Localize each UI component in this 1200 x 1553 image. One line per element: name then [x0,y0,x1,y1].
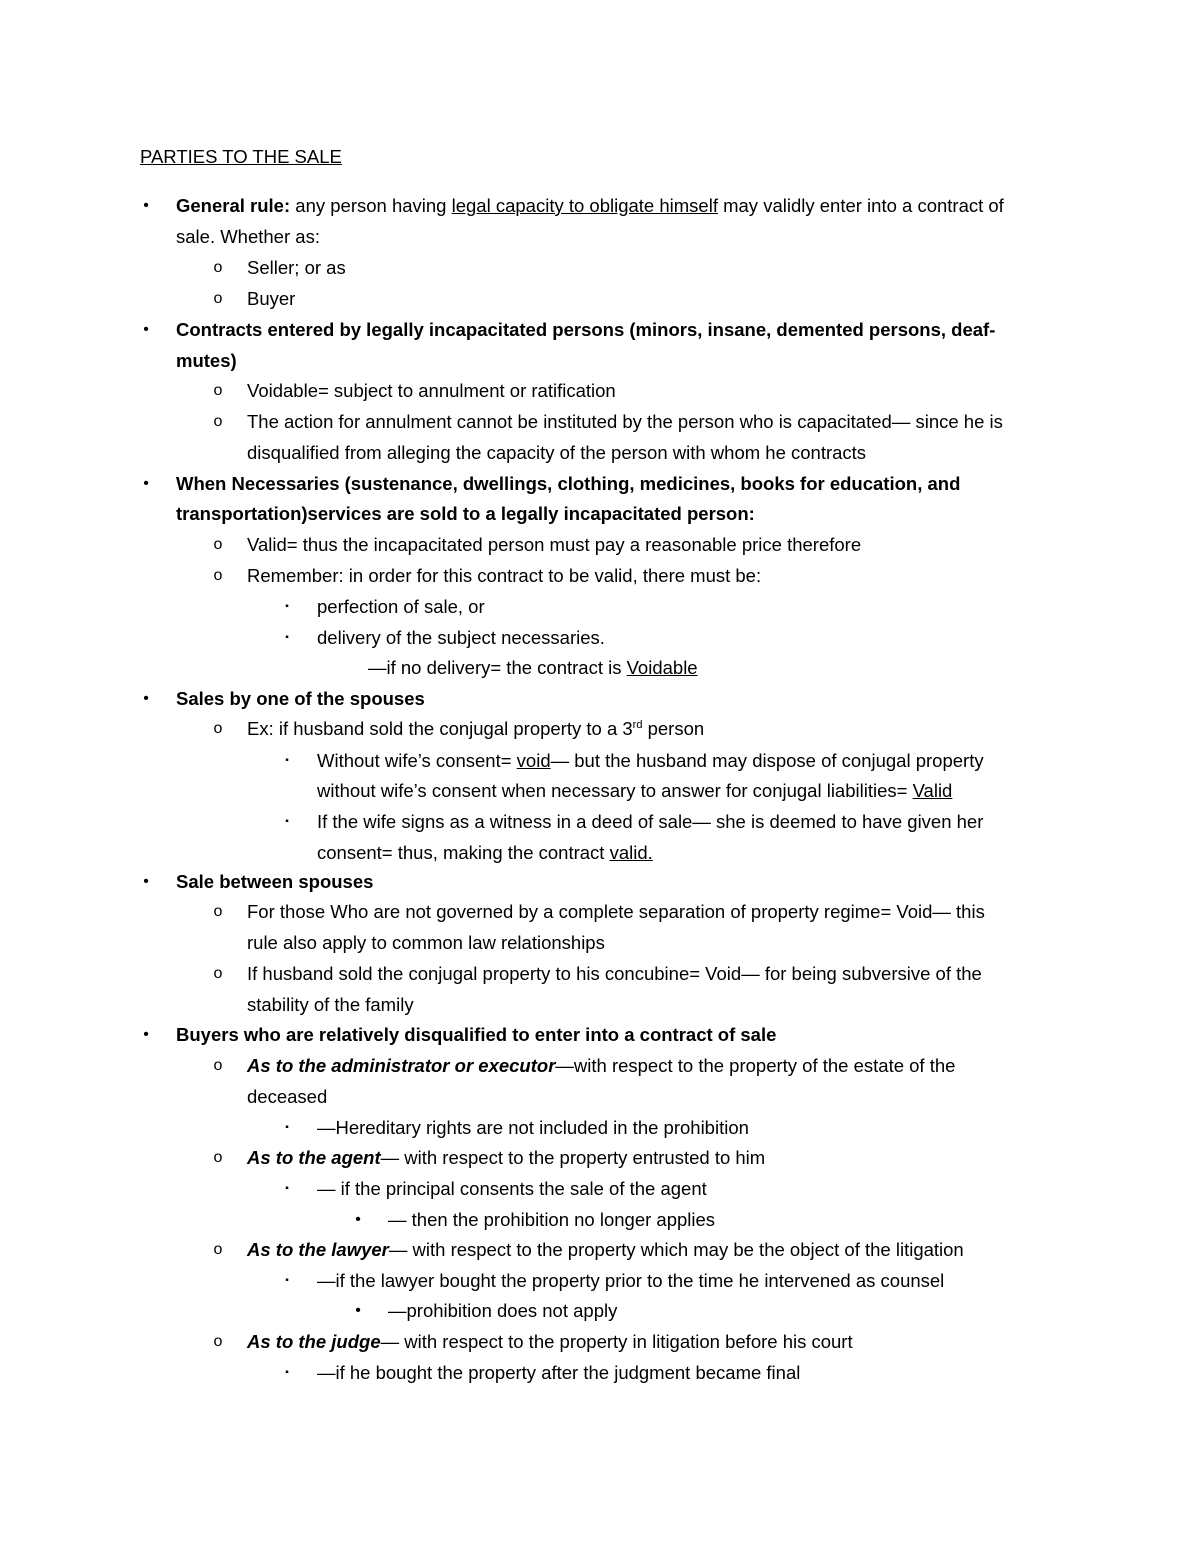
list-item: For those Who are not governed by a complete separation of property regime= Void— this [247,901,985,922]
liabilities-pre: without wife’s consent when necessary to answer for conjugal liabilities= [317,780,913,801]
square-marker: ▪ [285,1183,289,1194]
circle-marker: o [213,413,223,430]
square-marker: ▪ [285,816,289,827]
list-item [247,1331,853,1353]
between-spouses-heading: Sale between spouses [176,871,374,892]
circle-marker: o [213,903,223,920]
list-item-cont: stability of the family [247,994,414,1015]
general-rule-pre: any person having [290,195,452,216]
list-item-cont: rule also apply to common law relationships [247,932,605,953]
delivery-note-pre: —if no delivery= the contract is [368,657,627,678]
square-marker: ▪ [285,1275,289,1286]
agent-text: — with respect to the property entrusted to him [380,1147,766,1168]
sub-list-item: —if he bought the property after the judgment became final [317,1362,801,1383]
square-marker: ▪ [285,601,289,612]
bullet-marker: • [355,1302,361,1319]
general-rule-line [176,195,1004,217]
sub-list-item [317,750,984,772]
judge-text: — with respect to the property in litigation before his court [380,1331,853,1352]
bullet-marker: • [143,475,149,492]
delivery-note-underlined: Voidable [626,657,698,678]
square-marker: ▪ [285,755,289,766]
sub-sub-list-item: —prohibition does not apply [388,1300,618,1321]
judge-label: As to the judge [247,1331,381,1352]
list-item [247,1147,765,1169]
consent-underlined: void [516,750,551,771]
circle-marker: o [213,259,223,276]
agent-label: As to the agent [247,1147,381,1168]
witness-underlined: valid. [609,842,653,863]
lawyer-text: — with respect to the property which may be the object of the litigation [388,1239,964,1260]
sub-sub-list-item: — then the prohibition no longer applies [388,1209,716,1230]
example-pre: Ex: if husband sold the conjugal property to a 3 [247,718,633,739]
consent-pre: Without wife’s consent= [317,750,517,771]
administrator-text: —with respect to the property of the estate of the [555,1055,956,1076]
sub-list-item: — if the principal consents the sale of the agent [317,1178,707,1199]
bullet-marker: • [143,690,149,707]
circle-marker: o [213,1149,223,1166]
page-title: PARTIES TO THE SALE [140,146,342,167]
lawyer-label: As to the lawyer [247,1239,389,1260]
general-rule-cont: sale. Whether as: [176,226,320,247]
bullet-marker: • [143,873,149,890]
sub-list-item: If the wife signs as a witness in a deed of sale— she is deemed to have given her [317,811,984,832]
general-rule-label: General rule: [176,195,291,216]
administrator-label: As to the administrator or executor [247,1055,556,1076]
necessaries-heading-cont: transportation)services are sold to a legally incapacitated person: [176,503,755,524]
bullet-marker: • [143,1026,149,1043]
spouses-heading: Sales by one of the spouses [176,688,425,709]
circle-marker: o [213,1241,223,1258]
list-item: Buyer [247,288,296,309]
list-item-cont: disqualified from alleging the capacity of the person with whom he contracts [247,442,867,463]
circle-marker: o [213,567,223,584]
circle-marker: o [213,965,223,982]
sub-list-item-cont [317,842,653,864]
delivery-note [368,657,698,679]
consent-post: — but the husband may dispose of conjugal property [550,750,984,771]
sub-list-item: —Hereditary rights are not included in the prohibition [317,1117,749,1138]
list-item: The action for annulment cannot be instituted by the person who is capacitated— since he is [247,411,1003,432]
circle-marker: o [213,1333,223,1350]
general-rule-post: may validly enter into a contract of [717,195,1004,216]
circle-marker: o [213,290,223,307]
circle-marker: o [213,536,223,553]
list-item: If husband sold the conjugal property to his concubine= Void— for being subversive of the [247,963,982,984]
square-marker: ▪ [285,632,289,643]
list-item: Valid= thus the incapacitated person must pay a reasonable price therefore [247,534,862,555]
bullet-marker: • [143,197,149,214]
list-item [247,1055,955,1077]
incapacitated-heading-cont: mutes) [176,350,237,371]
square-marker: ▪ [285,1367,289,1378]
liabilities-underlined: Valid [912,780,953,801]
example-superscript: rd [632,719,643,731]
bullet-marker: • [355,1211,361,1228]
general-rule-underlined: legal capacity to obligate himself [451,195,718,216]
incapacitated-heading: Contracts entered by legally incapacitated persons (minors, insane, demented persons, deaf- [176,319,996,340]
circle-marker: o [213,382,223,399]
list-item: Seller; or as [247,257,346,278]
list-item-cont: deceased [247,1086,328,1107]
witness-pre: consent= thus, making the contract [317,842,610,863]
circle-marker: o [213,1057,223,1074]
sub-list-item: perfection of sale, or [317,596,485,617]
sub-list-item-cont [317,780,952,802]
necessaries-heading: When Necessaries (sustenance, dwellings, clothing, medicines, books for education, and [176,473,961,494]
sub-list-item: —if the lawyer bought the property prior to the time he intervened as counsel [317,1270,945,1291]
list-item: Remember: in order for this contract to be valid, there must be: [247,565,762,586]
circle-marker: o [213,720,223,737]
bullet-marker: • [143,321,149,338]
list-item: Voidable= subject to annulment or ratification [247,380,616,401]
square-marker: ▪ [285,1122,289,1133]
list-item [247,718,704,740]
disqualified-heading: Buyers who are relatively disqualified to enter into a contract of sale [176,1024,777,1045]
list-item [247,1239,964,1261]
sub-list-item: delivery of the subject necessaries. [317,627,605,648]
example-post: person [642,718,705,739]
